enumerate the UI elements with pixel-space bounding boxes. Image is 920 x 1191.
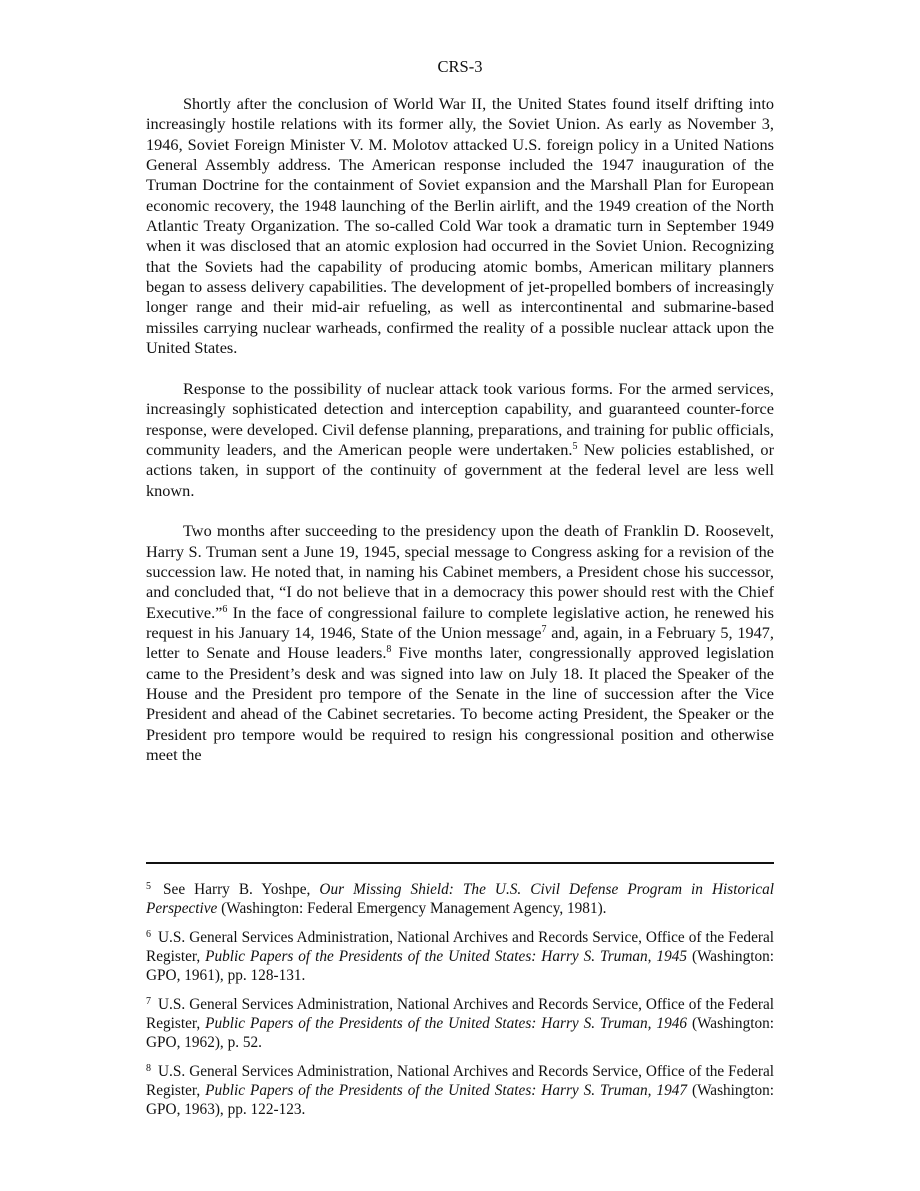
footnote-ref-6[interactable]: 6 — [222, 603, 228, 615]
footnote-title: Public Papers of the Presidents of the United States: Harry S. Truman, 1945 — [205, 948, 688, 965]
paragraph-text: Shortly after the conclusion of World War II, the United States found itself drifting into increasingly hostile relations with its former ally, the Soviet Union. As early as November 3, 1946, Soviet Foreign Minister V. M. Molotov attacked U.S. foreign policy in a United Nations General Assembly address. The American response included the 1947 inauguration of the Truman Doctrine for the containment of Soviet expansion and the Marshall Plan for European economic recovery, the 1948 launching of the Berlin airlift, and the 1949 creation of the North Atlantic Treaty Organization. The so-called Cold War took a dramatic turn in September 1949 when it was disclosed that an atomic explosion had occurred in the Soviet Union. Recognizing that the Soviets had the capability of producing atomic bombs, American military planners began to assess delivery capabilities. The development of jet-propelled bombers of increasingly longer range and their mid-air refueling, as well as intercontinental and submarine-based missiles carrying nuclear warheads, confirmed the reality of a possible nuclear attack upon the United States. — [146, 94, 774, 358]
footnote-title: Our Missing Shield: The U.S. Civil Defense Program in Historical Perspective — [146, 881, 775, 917]
footnote-8 — [146, 1062, 774, 1119]
footnote-number: 6 — [146, 929, 151, 940]
paragraph-text: Response to the possibility of nuclear attack took various forms. For the armed services, increasingly sophisticated detection and interception capability, and guaranteed counter-force response, were developed. Civil defense planning, preparations, and training for public officials, community leaders, and the American people were undertaken. — [146, 378, 774, 459]
footnote-text: U.S. General Services Administration, National Archives and Records Service, Office of the Federal Register, — [146, 1063, 774, 1099]
footnote-7 — [146, 995, 774, 1052]
footnote-text: U.S. General Services Administration, National Archives and Records Service, Office of the Federal Register, — [146, 996, 774, 1032]
footnote-number: 7 — [146, 996, 151, 1007]
paragraph-text: and, again, in a February 5, 1947, letter to Senate and House leaders. — [146, 622, 774, 663]
footnote-6 — [146, 928, 774, 985]
footnote-ref-8[interactable]: 8 — [386, 644, 392, 656]
paragraph-2 — [146, 379, 774, 501]
footnote-text: (Washington: Federal Emergency Management Agency, 1981). — [217, 900, 607, 917]
footnote-divider — [146, 862, 774, 864]
paragraph-text: Five months later, congressionally approved legislation came to the President’s desk and was signed into law on July 18. It placed the Speaker of the House and the President pro tempore of the Senate in the line of succession after the Vice President and ahead of the Cabinet secretaries. To become acting President, the Speaker or the President pro tempore would be required to resign his congressional position and otherwise meet the — [146, 643, 774, 764]
footnote-number: 5 — [146, 881, 151, 892]
footnote-ref-7[interactable]: 7 — [541, 623, 547, 635]
footnote-title: Public Papers of the Presidents of the United States: Harry S. Truman, 1947 — [205, 1082, 688, 1099]
paragraph-3 — [146, 521, 774, 765]
page-header: CRS-3 — [437, 57, 483, 76]
paragraph-1 — [146, 94, 774, 358]
footnote-title: Public Papers of the Presidents of the United States: Harry S. Truman, 1946 — [205, 1015, 688, 1032]
body-text — [146, 94, 774, 786]
footnote-text: (Washington: GPO, 1963), pp. 122-123. — [146, 1082, 775, 1118]
paragraph-text: In the face of congressional failure to complete legislative action, he renewed his request in his January 14, 1946, State of the Union message — [146, 602, 774, 642]
paragraph-text: Two months after succeeding to the presidency upon the death of Franklin D. Roosevelt, Harry S. Truman sent a June 19, 1945, special message to Congress asking for a revision of the succession law. He noted that, in naming his Cabinet members, a President chose his successor, and concluded that, “I do not believe that in a democracy this power should rest with the Chief Executive.” — [146, 521, 774, 622]
footnote-ref-5[interactable]: 5 — [572, 440, 578, 452]
footnote-text: (Washington: GPO, 1961), pp. 128-131. — [146, 948, 775, 984]
footnote-text: See Harry B. Yoshpe, — [154, 881, 320, 898]
footnote-5 — [146, 880, 774, 918]
footnote-text: U.S. General Services Administration, National Archives and Records Service, Office of the Federal Register, — [146, 929, 774, 965]
paragraph-text: New policies established, or actions taken, in support of the continuity of government at the federal level are less well known. — [146, 439, 774, 500]
footnote-number: 8 — [146, 1063, 151, 1074]
footnotes — [146, 880, 774, 1129]
footnote-text: (Washington: GPO, 1962), p. 52. — [146, 1015, 775, 1051]
